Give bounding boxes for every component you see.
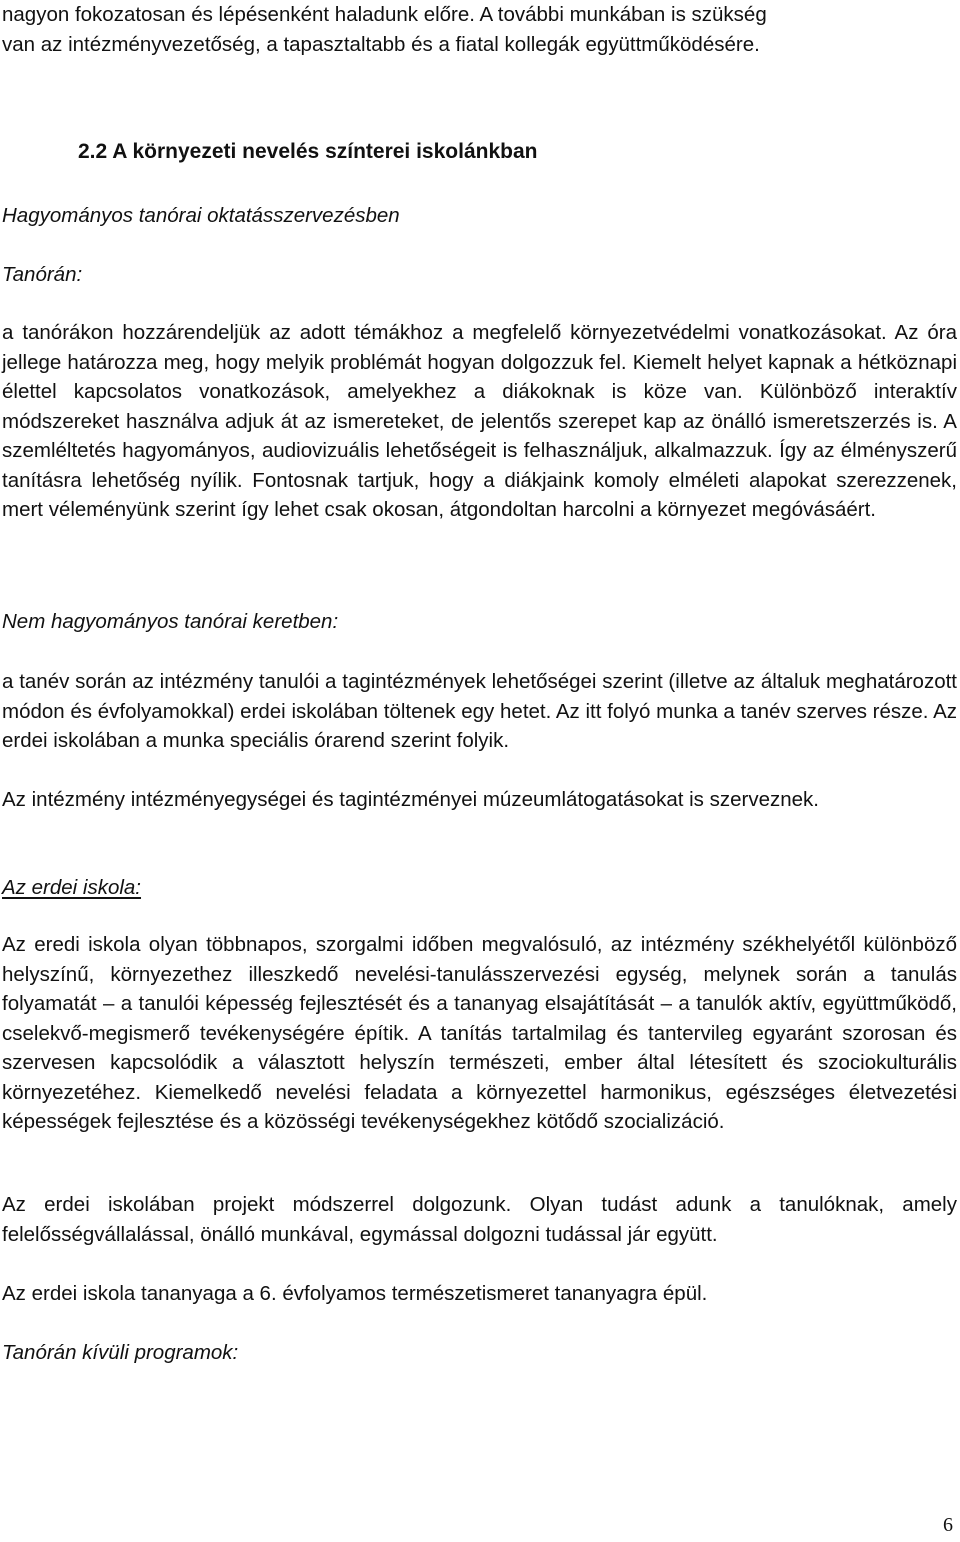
subheading-in-class: Tanórán: xyxy=(2,263,83,286)
subheading-forest-school: Az erdei iskola: xyxy=(2,876,142,899)
section-heading: 2.2 A környezeti nevelés színterei iskolánkban xyxy=(78,140,538,163)
subheading-non-traditional: Nem hagyományos tanórai keretben: xyxy=(2,610,339,633)
paragraph-project-method: Az erdei iskolában projekt módszerrel dolgozunk. Olyan tudást adunk a tanulóknak, amely felelősségvállalással, önálló munkával, egymással dolgozni tudással jár együtt. xyxy=(2,1193,957,1246)
paragraph-museum-visits: Az intézmény intézményegységei és tagintézményei múzeumlátogatásokat is szerveznek. xyxy=(2,788,819,811)
intro-line-2: van az intézményvezetőség, a tapasztaltabb és a fiatal kollegák együttműködésére. xyxy=(2,33,760,56)
paragraph-forest-school-definition: Az eredi iskola olyan többnapos, szorgalmi időben megvalósuló, az intézmény székhelyétől különböző helyszínű, környezethez illeszkedő nevelési-tanulásszervezési egység, melynek során a tanulás folyamatát – a tanulói képesség fejlesztését és a tananyag elsajátítását – a tanulók aktív, együttműködő, cselekvő-megismerő tevékenységére építik. A tanítás tartalmilag és tantervileg egyaránt szorosan és szervesen kapcsolódik a választott helyszín természeti, ember által létesített és szociokulturális környezetéhez. Kiemelkedő nevelési feladata a környezettel harmonikus, egészséges életvezetési képességek fejlesztése és a közösségi tevékenységekhez kötődő szocializáció. xyxy=(2,933,957,1133)
paragraph-forest-school-week: a tanév során az intézmény tanulói a tagintézmények lehetőségei szerint (illetve az általuk meghatározott módon és évfolyamokkal) erdei iskolában töltenek egy hetet. Az itt folyó munka a tanév szerves része. Az erdei iskolában a munka speciális órarend szerint folyik. xyxy=(2,670,957,752)
subheading-extracurricular: Tanórán kívüli programok: xyxy=(2,1341,239,1364)
document-page xyxy=(2,0,957,1542)
subheading-traditional: Hagyományos tanórai oktatásszervezésben xyxy=(2,204,400,227)
paragraph-in-class: a tanórákon hozzárendeljük az adott témákhoz a megfelelő környezetvédelmi vonatkozásokat. Az óra jellege határozza meg, hogy melyik problémát hogyan dolgozzuk fel. Kiemelt helyet kapnak a hétköznapi élettel kapcsolatos vonatkozások, amelyekhez a diákoknak is köze van. Különböző interaktív módszereket használva adjuk át az ismereteket, de jelentős szerepet kap az önálló ismeretszerzés is. A szemléltetés hagyományos, audiovizuális lehetőségeit is felhasználjuk, alkalmazzuk. Így az élményszerű tanításra lehetőség nyílik. Fontosnak tartjuk, hogy a diákjaink komoly elméleti alapokat szerezzenek, mert véleményünk szerint így lehet csak okosan, átgondoltan harcolni a környezet megóvásáért. xyxy=(2,321,957,521)
intro-line-1: nagyon fokozatosan és lépésenként haladunk előre. A további munkában is szükség xyxy=(2,3,767,26)
paragraph-curriculum: Az erdei iskola tananyaga a 6. évfolyamos természetismeret tananyagra épül. xyxy=(2,1282,708,1305)
page-number: 6 xyxy=(943,1514,953,1536)
